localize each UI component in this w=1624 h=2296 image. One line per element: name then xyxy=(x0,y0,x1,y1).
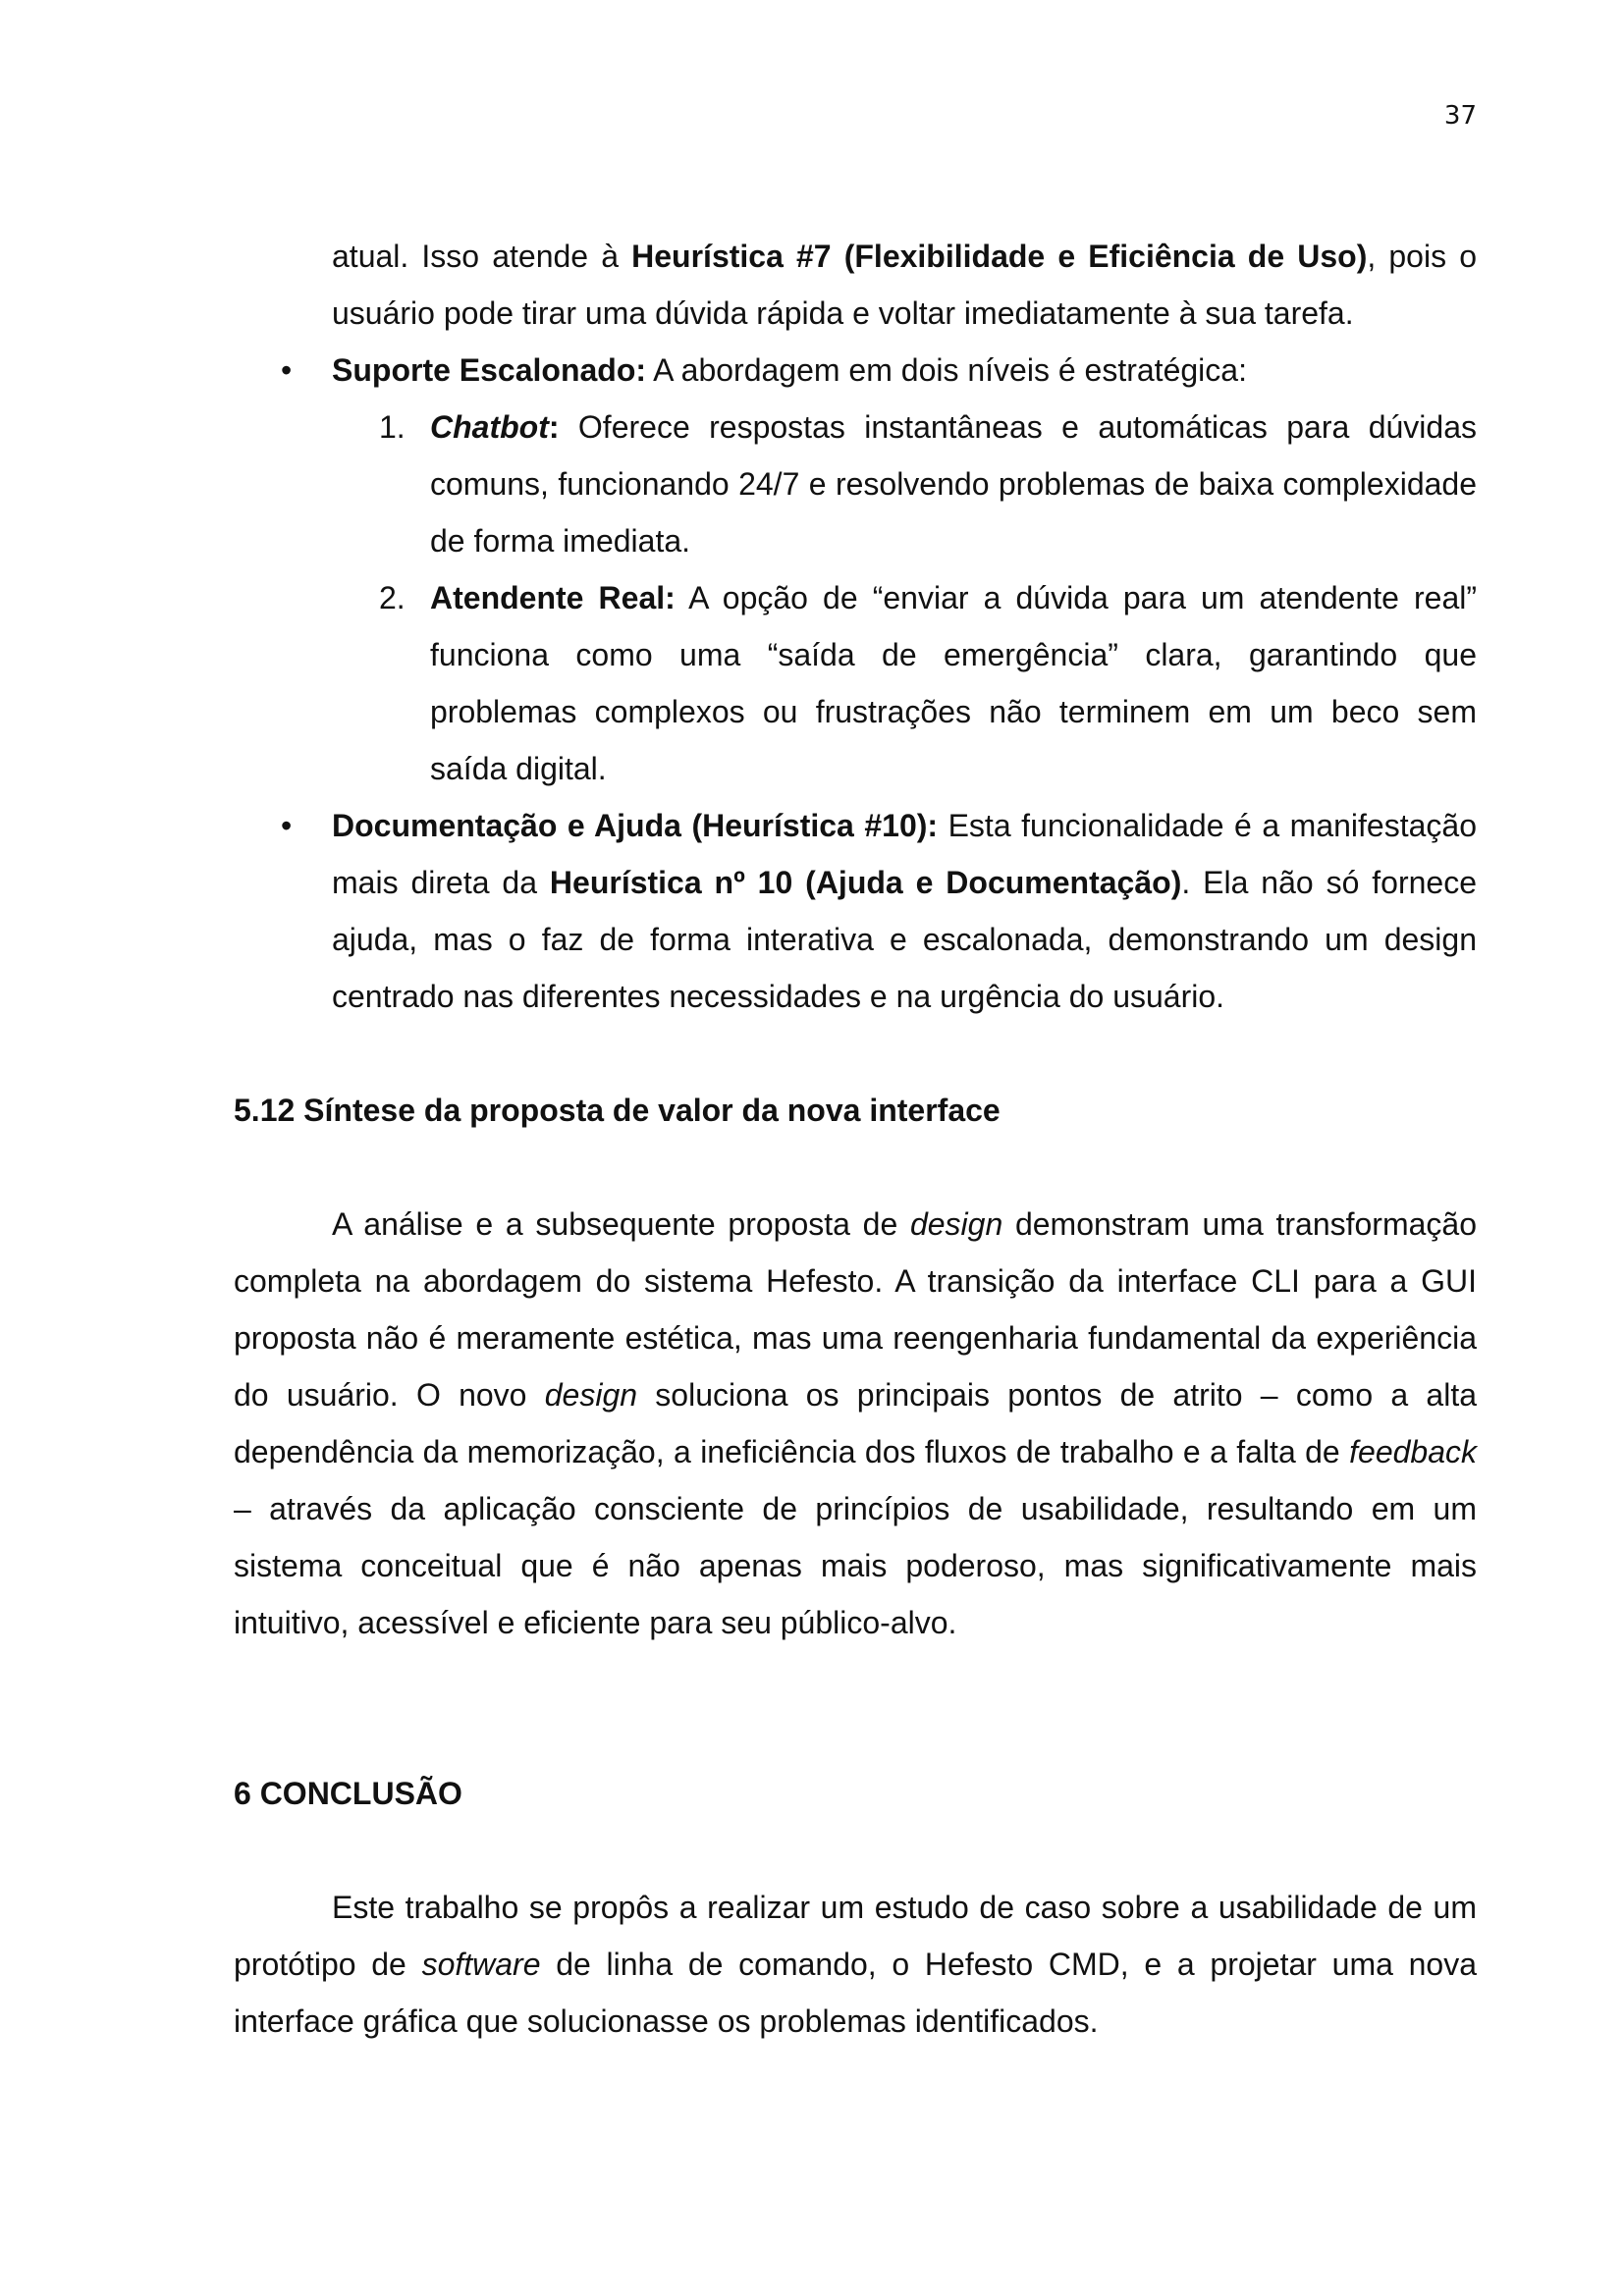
section-paragraph xyxy=(234,1879,1477,2050)
italic-text: software xyxy=(421,1947,541,1982)
document-body xyxy=(234,228,1477,2050)
section-paragraph xyxy=(234,1196,1477,1651)
text-run: Este trabalho se propôs a realizar um estudo de caso sobre a usabilidade de um protótipo de xyxy=(234,1890,1477,1982)
bullet-text: A abordagem em dois níveis é estratégica: xyxy=(646,352,1247,388)
numbered-item-chatbot xyxy=(379,399,1477,569)
text-run: , pois o usuário pode tirar uma dúvida rápida e voltar imediatamente à sua tarefa. xyxy=(332,239,1477,331)
text-run: Esta funcionalidade é a manifestação mais direta da xyxy=(332,808,1478,900)
text-run: atual. Isso atende à xyxy=(332,239,632,274)
bullet-label: Suporte Escalonado: xyxy=(332,352,647,388)
bold-text: Heurística #7 (Flexibilidade e Eficiência de Uso) xyxy=(631,239,1368,274)
text-run: soluciona os principais pontos de atrito – como a alta dependência da memorização, a ineficiência dos fluxos de trabalho e a falta de xyxy=(234,1377,1478,1469)
text-run: – através da aplicação consciente de princípios de usabilidade, resultando em um sistema conceitual que é não apenas mais poderoso, mas significativamente mais intuitivo, acessível e eficiente para seu público-alvo. xyxy=(234,1491,1477,1640)
bullet-item-suporte xyxy=(281,342,1477,399)
item-number: 2. xyxy=(379,580,406,615)
text-run: de linha de comando, o Hefesto CMD, e a projetar uma nova interface gráfica que solucionasse os problemas identificados. xyxy=(234,1947,1478,2039)
bullet-icon: • xyxy=(281,352,293,388)
bullet-icon: • xyxy=(281,808,293,843)
item-colon: : xyxy=(548,409,560,445)
page-number: 37 xyxy=(1443,101,1477,131)
italic-text: design xyxy=(544,1377,638,1413)
bullet-label: Documentação e Ajuda (Heurística #10): xyxy=(332,808,939,843)
item-label: Atendente Real: xyxy=(430,580,676,615)
item-label: Chatbot xyxy=(430,409,549,445)
item-text: A opção de “enviar a dúvida para um atendente real” funciona como uma “saída de emergência” clara, garantindo que problemas complexos ou frustrações não terminem em um beco sem saída digital. xyxy=(430,580,1478,786)
italic-text: design xyxy=(909,1206,1003,1242)
item-text: Oferece respostas instantâneas e automáticas para dúvidas comuns, funcionando 24/7 e resolvendo problemas de baixa complexidade de forma imediata. xyxy=(430,409,1477,559)
section-heading-5-12: 5.12 Síntese da proposta de valor da nova interface xyxy=(234,1093,1001,1128)
italic-text: feedback xyxy=(1349,1434,1477,1469)
text-run: A análise e a subsequente proposta de xyxy=(332,1206,910,1242)
section-heading-6: 6 CONCLUSÃO xyxy=(234,1776,462,1811)
text-run: . Ela não só fornece ajuda, mas o faz de forma interativa e escalonada, demonstrando um design centrado nas diferentes necessidades e na urgência do usuário. xyxy=(332,865,1478,1014)
text-run: demonstram uma transformação completa na abordagem do sistema Hefesto. A transição da interface CLI para a GUI proposta não é meramente estética, mas uma reengenharia fundamental da experiência do usuário. O novo xyxy=(234,1206,1478,1413)
numbered-item-atendente xyxy=(379,569,1478,797)
bullet-item-documentacao xyxy=(281,797,1478,1025)
bold-text: Heurística nº 10 (Ajuda e Documentação) xyxy=(549,865,1182,900)
continued-paragraph xyxy=(332,228,1477,342)
item-number: 1. xyxy=(379,409,406,445)
